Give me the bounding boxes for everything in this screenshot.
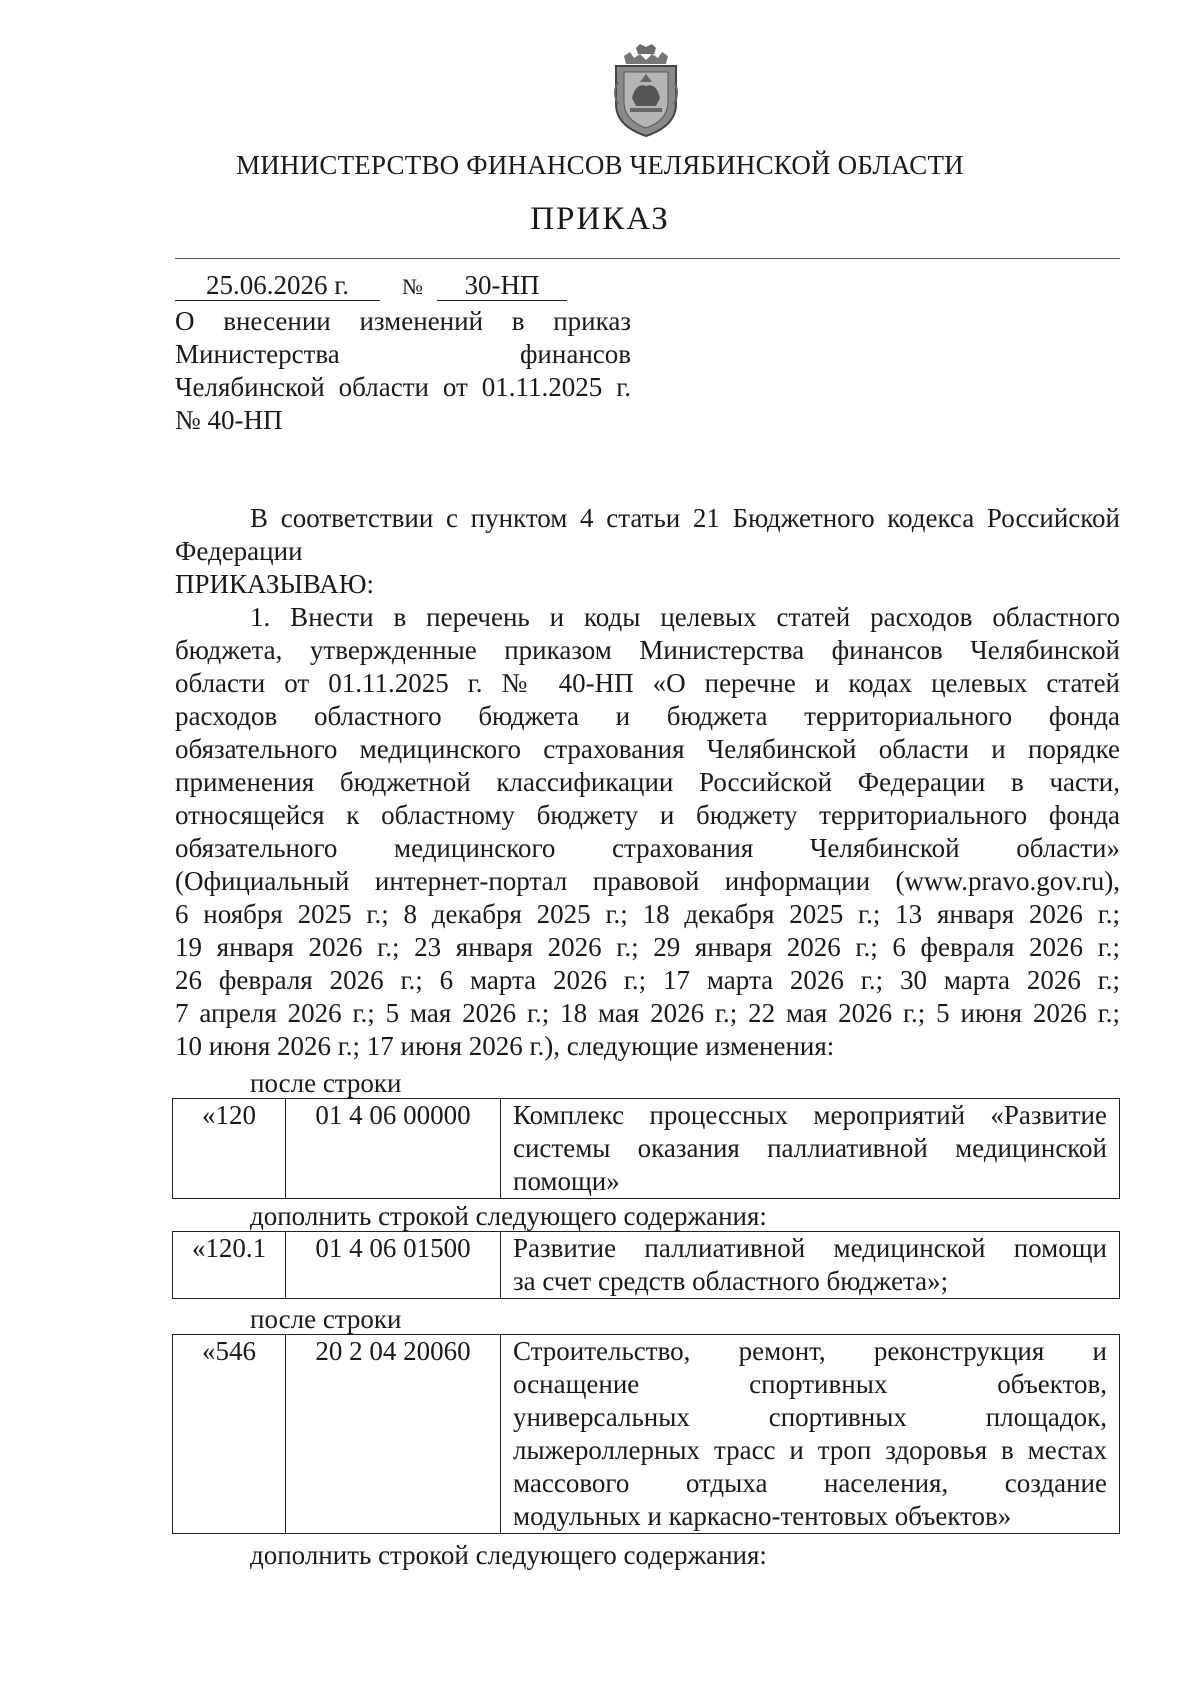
item-line: (Официальный интернет-портал правовой информации (www.pravo.gov.ru), [175, 866, 1120, 896]
row-code: 01 4 06 00000 [286, 1099, 501, 1199]
item-line: бюджета, утвержденные приказом Министерства финансов Челябинской [175, 635, 1120, 665]
order-date-number [175, 270, 567, 301]
item-line: расходов областного бюджета и бюджета территориального фонда [175, 701, 1120, 731]
preamble-line: В соответствии с пунктом 4 статьи 21 Бюджетного кодекса Российской [250, 503, 1120, 533]
number-sign: № [402, 274, 423, 299]
add-row-label: дополнить строкой следующего содержания: [250, 1540, 767, 1570]
after-row-label: после строки [250, 1304, 402, 1334]
subject-line: Министерства финансов [175, 339, 631, 369]
coat-of-arms-icon [610, 42, 682, 140]
budget-row-table [172, 1098, 1120, 1199]
item-line: 7 апреля 2026 г.; 5 мая 2026 г.; 18 мая 2026 г.; 22 мая 2026 г.; 5 июня 2026 г.; [175, 998, 1120, 1028]
preamble-line: Федерации [175, 536, 303, 566]
row-code: 20 2 04 20060 [286, 1335, 501, 1534]
subject-line: О внесении изменений в приказ [175, 306, 631, 336]
item-1-paragraph [175, 601, 1120, 1063]
item-line: 1. Внести в перечень и коды целевых статей расходов областного [250, 602, 1120, 632]
order-word: ПРИКАЗЫВАЮ: [175, 569, 374, 599]
table-row [173, 1335, 1120, 1534]
table-row [173, 1232, 1120, 1299]
order-number: 30-НП [437, 270, 567, 301]
table-row [173, 1099, 1120, 1199]
description-line: модульных и каркасно-тентовых объектов» [513, 1501, 1012, 1531]
budget-row-table [172, 1231, 1120, 1299]
item-line: 6 ноября 2025 г.; 8 декабря 2025 г.; 18 декабря 2025 г.; 13 января 2026 г.; [175, 899, 1120, 929]
order-date: 25.06.2026 г. [175, 270, 380, 301]
row-description [501, 1335, 1120, 1534]
row-code: 01 4 06 01500 [286, 1232, 501, 1299]
description-line: Строительство, ремонт, реконструкция и [513, 1336, 1107, 1366]
description-line: лыжероллерных трасс и троп здоровья в местах [513, 1435, 1107, 1465]
ministry-name: МИНИСТЕРСТВО ФИНАНСОВ ЧЕЛЯБИНСКОЙ ОБЛАСТИ [236, 150, 964, 180]
subject-line: Челябинской области от 01.11.2025 г. [175, 372, 631, 402]
header-divider [175, 258, 1120, 259]
row-number: «120.1 [173, 1232, 286, 1299]
item-line: применения бюджетной классификации Российской Федерации в части, [175, 767, 1120, 797]
row-description [501, 1232, 1120, 1299]
row-number: «546 [173, 1335, 286, 1534]
after-row-label: после строки [250, 1068, 402, 1098]
item-line: обязательного медицинского страхования Челябинской области и порядке [175, 734, 1120, 764]
description-line: массового отдыха населения, создание [513, 1468, 1107, 1498]
row-number: «120 [173, 1099, 286, 1199]
item-line: 10 июня 2026 г.; 17 июня 2026 г.), следующие изменения: [175, 1031, 835, 1061]
description-line: универсальных спортивных площадок, [513, 1402, 1107, 1432]
description-line: Комплекс процессных мероприятий «Развитие [513, 1100, 1107, 1130]
item-line: 19 января 2026 г.; 23 января 2026 г.; 29 января 2026 г.; 6 февраля 2026 г.; [175, 932, 1120, 962]
item-line: области от 01.11.2025 г. № 40-НП «О перечне и кодах целевых статей [175, 668, 1120, 698]
document-type-title: ПРИКАЗ [530, 201, 670, 237]
description-line: помощи» [513, 1166, 620, 1196]
description-line: Развитие паллиативной медицинской помощи [513, 1233, 1107, 1263]
budget-row-table [172, 1334, 1120, 1534]
item-line: 26 февраля 2026 г.; 6 марта 2026 г.; 17 марта 2026 г.; 30 марта 2026 г.; [175, 965, 1120, 995]
preamble [175, 502, 1120, 601]
item-line: относящейся к областному бюджету и бюджету территориального фонда [175, 800, 1120, 830]
description-line: за счет средств областного бюджета»; [513, 1266, 949, 1296]
row-description [501, 1099, 1120, 1199]
order-subject [175, 305, 631, 437]
description-line: оснащение спортивных объектов, [513, 1369, 1107, 1399]
subject-line: № 40-НП [175, 405, 283, 435]
description-line: системы оказания паллиативной медицинской [513, 1133, 1107, 1163]
add-row-label: дополнить строкой следующего содержания: [250, 1201, 767, 1231]
item-line: обязательного медицинского страхования Челябинской области» [175, 833, 1120, 863]
